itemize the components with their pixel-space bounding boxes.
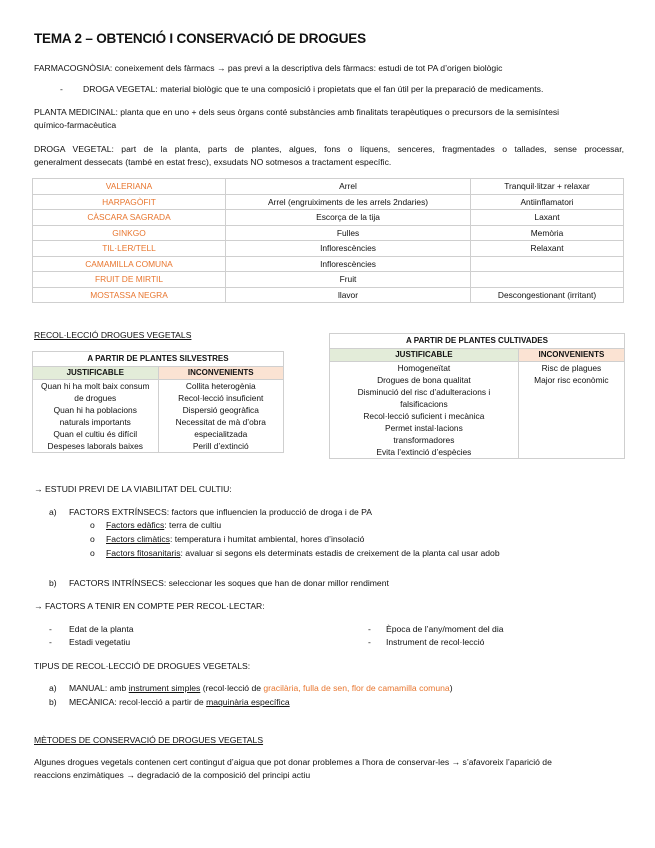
planta-medicinal-line1: planta que en uno + dels seus òrgans conté substàncies amb finalitats terapèutiques o precursors de la semisíntesi [117, 107, 560, 117]
silvestres-inconvenients-item: Perill d’extinció [192, 441, 249, 451]
plant-part: Fulles [226, 225, 471, 241]
cultivades-justificable-item: falsificacions [400, 399, 448, 409]
cultivades-justificable-item: Permet instal·lacions [385, 423, 463, 433]
cultivades-justificable-item: Drogues de bona qualitat [377, 375, 471, 385]
page-title: TEMA 2 – OBTENCIÓ I CONSERVACIÓ DE DROGUES [34, 31, 366, 46]
cultivades-justificable-item: Evita l’extinció d’espècies [376, 447, 472, 457]
silvestres-justificable-list [33, 380, 159, 453]
factor-instrument: Instrument de recol·lecció [386, 637, 485, 647]
extrinsec-bullet: o [90, 548, 95, 558]
metodes-paragraph [34, 756, 624, 781]
silvestres-title: A PARTIR DE PLANTES SILVESTRES [33, 352, 284, 367]
droga-vegetal-definition [34, 143, 624, 168]
factor-dash: - [368, 637, 371, 647]
plant-part: Inflorescències [226, 256, 471, 272]
plant-part: Fruit [226, 272, 471, 288]
tipus-mecanica: MECÀNICA: recol·lecció a partir de maquinària específica [69, 697, 290, 707]
plants-table-row [33, 287, 624, 303]
silvestres-inconvenients-header: INCONVENIENTS [158, 367, 284, 380]
silvestres-inconvenients-item: Dispersió geogràfica [182, 405, 259, 415]
silvestres-table [32, 351, 284, 453]
cultivades-justificable-list [330, 362, 519, 459]
silvestres-justificable-header: JUSTIFICABLE [33, 367, 159, 380]
factor-estadi: Estadi vegetatiu [69, 637, 131, 647]
plant-part: llavor [226, 287, 471, 303]
planta-medicinal-term: PLANTA MEDICINAL: [34, 107, 118, 117]
factor-dash: - [49, 624, 52, 634]
droga-vegetal-def-line2: generalment dessecats (també en estat fresc), exsudats NO sotmesos a tractament específic. [34, 156, 392, 167]
metodes-line1: Algunes drogues vegetals contenen cert contingut d’aigua que pot donar problemes a l’hora de conservar-les → s’afavoreix l’aparició de [34, 757, 552, 767]
silvestres-justificable-item: Quan hi ha poblacions [53, 405, 137, 415]
cultivades-inconvenients-list [518, 362, 624, 459]
estudi-previ-heading: → ESTUDI PREVI DE LA VIABILITAT DEL CULTIU: [34, 484, 232, 494]
factors-extrinsecs-label: a) [49, 507, 57, 517]
farmacognosia-term: FARMACOGNÒSIA: [34, 63, 113, 73]
plant-use: Tranquil·litzar + relaxar [471, 179, 624, 195]
factor-edat: Edat de la planta [69, 624, 134, 634]
plants-table-row [33, 179, 624, 195]
farmacognosia-paragraph [34, 62, 502, 74]
factor-edafics: Factors edàfics: terra de cultiu [106, 520, 222, 530]
plant-name: GINKGO [33, 225, 226, 241]
metodes-heading: MÈTODES DE CONSERVACIÓ DE DROGUES VEGETALS [34, 735, 264, 745]
plants-table [32, 178, 624, 303]
plant-part: Inflorescències [226, 241, 471, 257]
plant-part: Escorça de la tija [226, 210, 471, 226]
cultivades-justificable-item: Recol·lecció suficient i mecànica [363, 411, 485, 421]
droga-vegetal-bullet [83, 83, 543, 95]
planta-medicinal-paragraph [34, 106, 624, 131]
plant-use [471, 272, 624, 288]
plant-use: Descongestionant (irritant) [471, 287, 624, 303]
cultivades-justificable-item: transformadores [393, 435, 455, 445]
cultivades-inconvenients-item: Major risc econòmic [534, 375, 609, 385]
tipus-a-label: a) [49, 683, 57, 693]
silvestres-justificable-item: Despeses laborals baixes [47, 441, 143, 451]
tipus-b-label: b) [49, 697, 57, 707]
cultivades-title: A PARTIR DE PLANTES CULTIVADES [330, 334, 625, 349]
plant-name: VALERIANA [33, 179, 226, 195]
factor-dash: - [368, 624, 371, 634]
factor-epoca: Època de l’any/moment del dia [386, 624, 504, 634]
plant-use: Relaxant [471, 241, 624, 257]
plant-use: Laxant [471, 210, 624, 226]
silvestres-justificable-item: Quan el cultiu és difícil [53, 429, 138, 439]
factors-intrinsecs-text: FACTORS INTRÍNSECS: seleccionar les soques que han de donar millor rendiment [69, 578, 389, 588]
silvestres-justificable-item: de drogues [74, 393, 117, 403]
cultivades-justificable-header: JUSTIFICABLE [330, 349, 519, 362]
planta-medicinal-line2: químico-farmacèutica [34, 119, 117, 130]
plant-part: Arrel [226, 179, 471, 195]
cultivades-table [329, 333, 625, 459]
plants-table-row [33, 256, 624, 272]
silvestres-justificable-item: Quan hi ha molt baix consum [41, 381, 150, 391]
factor-climatics: Factors climàtics: temperatura i humitat ambiental, hores d’insolació [106, 534, 365, 544]
plants-table-row [33, 194, 624, 210]
factor-fitosanitaris: Factors fitosanitaris: avaluar si segons els determinats estadis de creixement de la planta cal usar adob [106, 548, 500, 558]
factors-extrinsecs-text: FACTORS EXTRÍNSECS: factors que influencien la producció de droga i de PA [69, 507, 372, 517]
droga-vegetal-term: DROGA VEGETAL: [83, 84, 158, 94]
extrinsec-bullet: o [90, 520, 95, 530]
cultivades-justificable-item: Homogeneïtat [397, 363, 451, 373]
plant-use [471, 256, 624, 272]
silvestres-inconvenients-item: Necessitat de mà d’obra [175, 417, 266, 427]
plant-name: MOSTASSA NEGRA [33, 287, 226, 303]
plant-part: Arrel (engruiximents de les arrels 2ndaries) [226, 194, 471, 210]
silvestres-justificable-item: naturals importants [59, 417, 131, 427]
droga-vegetal-text: material biològic que te una composició i propietats que el fan útil per la preparació de medicaments. [157, 84, 544, 94]
plants-table-row [33, 241, 624, 257]
silvestres-inconvenients-item: Collita heterogènia [185, 381, 256, 391]
extrinsec-bullet: o [90, 534, 95, 544]
silvestres-inconvenients-item: Recol·lecció insuficient [178, 393, 264, 403]
plant-name: HARPAGÒFIT [33, 194, 226, 210]
droga-vegetal-bullet-dash: - [60, 84, 63, 94]
cultivades-inconvenients-item: Risc de plagues [541, 363, 602, 373]
silvestres-inconvenients-item: especialitzada [194, 429, 248, 439]
farmacognosia-text: coneixement dels fàrmacs → pas previ a la descriptiva dels fàrmacs: estudi de tot PA d’origen biològic [112, 63, 503, 73]
plants-table-row [33, 225, 624, 241]
plant-name: CAMAMILLA COMUNA [33, 256, 226, 272]
metodes-line2: reaccions enzimàtiques → degradació de la composició del principi actiu [34, 769, 311, 780]
droga-vegetal-def-line1: DROGA VEGETAL: part de la planta, parts de plantes, algues, fons o líquens, senceres, fragmentades o tallades, sense processar, [34, 144, 624, 154]
factors-tenir-heading: → FACTORS A TENIR EN COMPTE PER RECOL·LECTAR: [34, 601, 265, 611]
plants-table-row [33, 210, 624, 226]
plant-name: CÀSCARA SAGRADA [33, 210, 226, 226]
recoleccio-heading: RECOL·LECCIÓ DROGUES VEGETALS [34, 330, 192, 340]
plant-use: Antiinflamatori [471, 194, 624, 210]
cultivades-inconvenients-header: INCONVENIENTS [518, 349, 624, 362]
plant-name: TIL·LER/TELL [33, 241, 226, 257]
plants-table-row [33, 272, 624, 288]
tipus-manual: MANUAL: amb instrument simples (recol·lecció de gracilària, fulla de sen, flor de camamilla comuna) [69, 683, 453, 693]
plant-name: FRUIT DE MIRTIL [33, 272, 226, 288]
plant-use: Memòria [471, 225, 624, 241]
silvestres-inconvenients-list [158, 380, 284, 453]
tipus-heading: TIPUS DE RECOL·LECCIÓ DE DROGUES VEGETALS: [34, 661, 251, 671]
factors-intrinsecs-label: b) [49, 578, 57, 588]
cultivades-justificable-item: Disminució del risc d’adulteracions i [357, 387, 491, 397]
factor-dash: - [49, 637, 52, 647]
